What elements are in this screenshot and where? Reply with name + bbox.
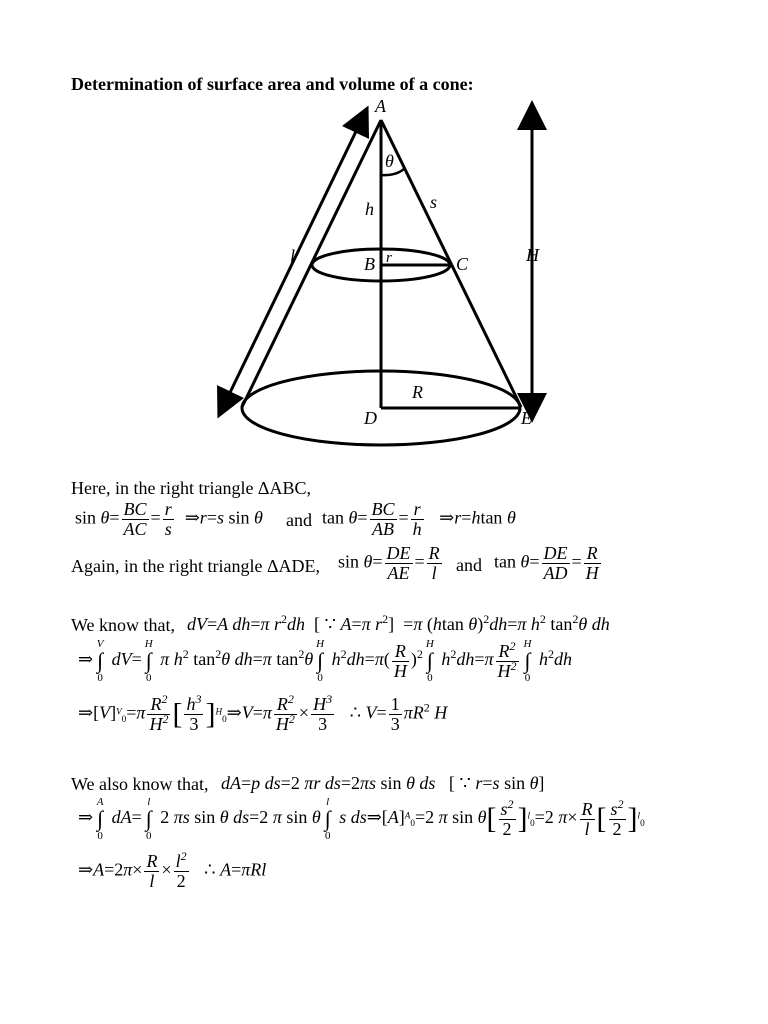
text-we-also-know: We also know that, <box>71 774 209 794</box>
eq-dv: dV=A dh=π $r^2dh$ [ ∵ A=π $r^2] =\pi$ (htan θ)$^2$dh=π $h^2$ $\tan^2\theta$ dh <box>187 612 610 634</box>
eq-int-v: ⇒V ∫ 0 dV=H ∫ 0 π $h^2$ $\tan^2\theta$ dh=π $\tan^2\theta H$ ∫ 0 $h^2dh=\pi$( $\frac{R}{H}$ )$^2$H ∫ 0 $h^2dh=\pi$ $\frac{R^2}{H^2}$ H ∫ 0 $h^2dh$ <box>78 638 573 684</box>
label-l: l <box>290 246 296 266</box>
eq-volume: $\Rightarrow[V]^V_0=\pi$ $\frac{R^2}{H^2}$ [ $\frac{h^3}{3}$ ]$^H_0$⇒V=π $\frac{R^2}{H^2}$ × $\frac{H^3}{3}$ ∴ V= $\frac{1}{3}$ $\pi R^2$ H <box>78 692 448 734</box>
eq-sin-ade: sin θ= $\frac{DE}{AE}$ = $\frac{R}{l}$ <box>338 543 440 583</box>
cone-diagram <box>0 0 768 470</box>
text-and-1: and <box>286 510 312 530</box>
label-E: E <box>521 408 532 428</box>
label-D: D <box>364 408 377 428</box>
label-C: C <box>456 254 469 274</box>
label-r: r <box>386 250 392 266</box>
text-we-know: We know that, <box>71 615 176 635</box>
page-title: Determination of surface area and volume of a cone: <box>71 74 474 94</box>
eq-sin-abc: sin θ= $\frac{BC}{AC}$ = $\frac{r}{s}$ ⇒r=s sin θ <box>75 499 263 539</box>
text-here: Here, in the right triangle ΔABC, <box>71 478 312 498</box>
eq-int-a: ⇒A ∫ 0 dA=l ∫ 0 2 πs sin θ ds=2 π sin θl ∫ 0 s $ds\Rightarrow[A]^A_0=2$ π sin θ[ $\frac{s^2}{2}$ ]$^l_0$=2 π× $\frac{R}{l}$ [ $\frac{s^2}{2}$ ]$^l_0$ <box>78 796 645 842</box>
eq-tan-ade: tan θ= $\frac{DE}{AD}$ = $\frac{R}{H}$ <box>494 543 599 583</box>
label-s: s <box>430 192 438 212</box>
label-R: R <box>412 382 423 402</box>
text-and-2: and <box>456 555 482 575</box>
label-theta: θ <box>385 151 394 171</box>
eq-area: ⇒A=2π× $\frac{R}{l}$ × $\frac{l^2}{2}$ ∴ A=πRl <box>78 849 267 891</box>
eq-tan-abc: tan θ= $\frac{BC}{AB}$ = $\frac{r}{h}$ ⇒r=htan θ <box>322 499 516 539</box>
text-again: Again, in the right triangle ΔADE, <box>71 556 321 576</box>
eq-da: dA=p ds=2 πr ds=2πs sin θ ds [ ∵ r=s sin θ] <box>221 773 545 793</box>
label-H: H <box>526 245 539 265</box>
label-h: h <box>365 199 374 219</box>
label-B: B <box>364 254 375 274</box>
label-A: A <box>375 96 386 116</box>
